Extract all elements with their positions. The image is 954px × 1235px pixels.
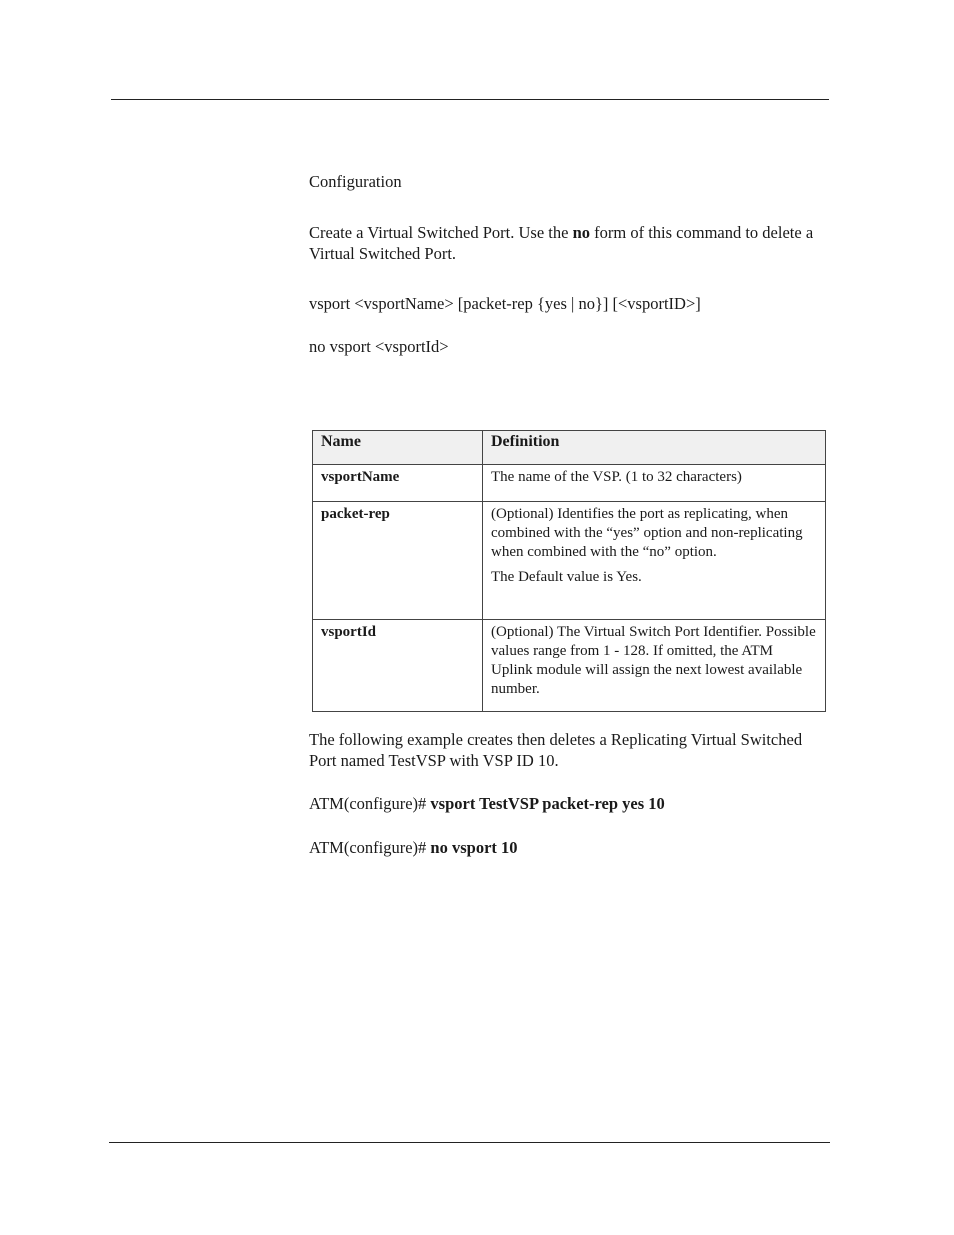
- command-mode: Configuration: [309, 172, 402, 191]
- example-description: The following example creates then deletes a Replicating Virtual Switched Port named TestVSP with VSP ID 10.: [309, 730, 803, 770]
- cli-command: vsport TestVSP packet-rep yes 10: [430, 794, 665, 813]
- table-row: [313, 502, 826, 620]
- syntax-delete: no vsport <vsportId>: [309, 337, 449, 356]
- definition-text: (Optional) Identifies the port as replicating, when combined with the “yes” option and non-replicating when combined with the “no” option.: [491, 506, 803, 560]
- parameter-definition: [483, 620, 826, 712]
- parameter-definition: [483, 465, 826, 502]
- description-text-start: Create a Virtual Switched Port. Use the: [309, 223, 573, 242]
- command-description: [309, 222, 829, 264]
- definition-text: The name of the VSP. (1 to 32 characters): [491, 469, 742, 485]
- parameter-name: vsportId: [313, 620, 483, 712]
- definition-note: The Default value is Yes.: [491, 569, 642, 585]
- syntax-create: vsport <vsportName> [packet-rep {yes | no}] [<vsportID>]: [309, 294, 701, 313]
- column-header-name: Name: [313, 431, 483, 465]
- description-keyword: no: [572, 223, 590, 242]
- parameter-name: vsportName: [313, 465, 483, 502]
- table-header-row: [313, 431, 826, 465]
- table-row: [313, 465, 826, 502]
- parameter-name: packet-rep: [313, 502, 483, 620]
- cli-command: no vsport 10: [430, 838, 518, 857]
- parameter-table: [312, 430, 826, 712]
- example-create-command: [309, 793, 665, 814]
- footer-rule: [109, 1142, 830, 1143]
- column-header-definition: Definition: [483, 431, 826, 465]
- parameter-definition: [483, 502, 826, 620]
- table-row: [313, 620, 826, 712]
- cli-prompt: ATM(configure)#: [309, 794, 431, 813]
- cli-prompt: ATM(configure)#: [309, 838, 431, 857]
- header-rule: [111, 99, 829, 100]
- description-text-end: form of this command to delete a Virtual Switched Port.: [309, 223, 814, 263]
- definition-text: (Optional) The Virtual Switch Port Identifier. Possible values range from 1 - 128. If omitted, the ATM Uplink module will assign the next lowest available number.: [491, 624, 816, 697]
- example-delete-command: [309, 837, 518, 858]
